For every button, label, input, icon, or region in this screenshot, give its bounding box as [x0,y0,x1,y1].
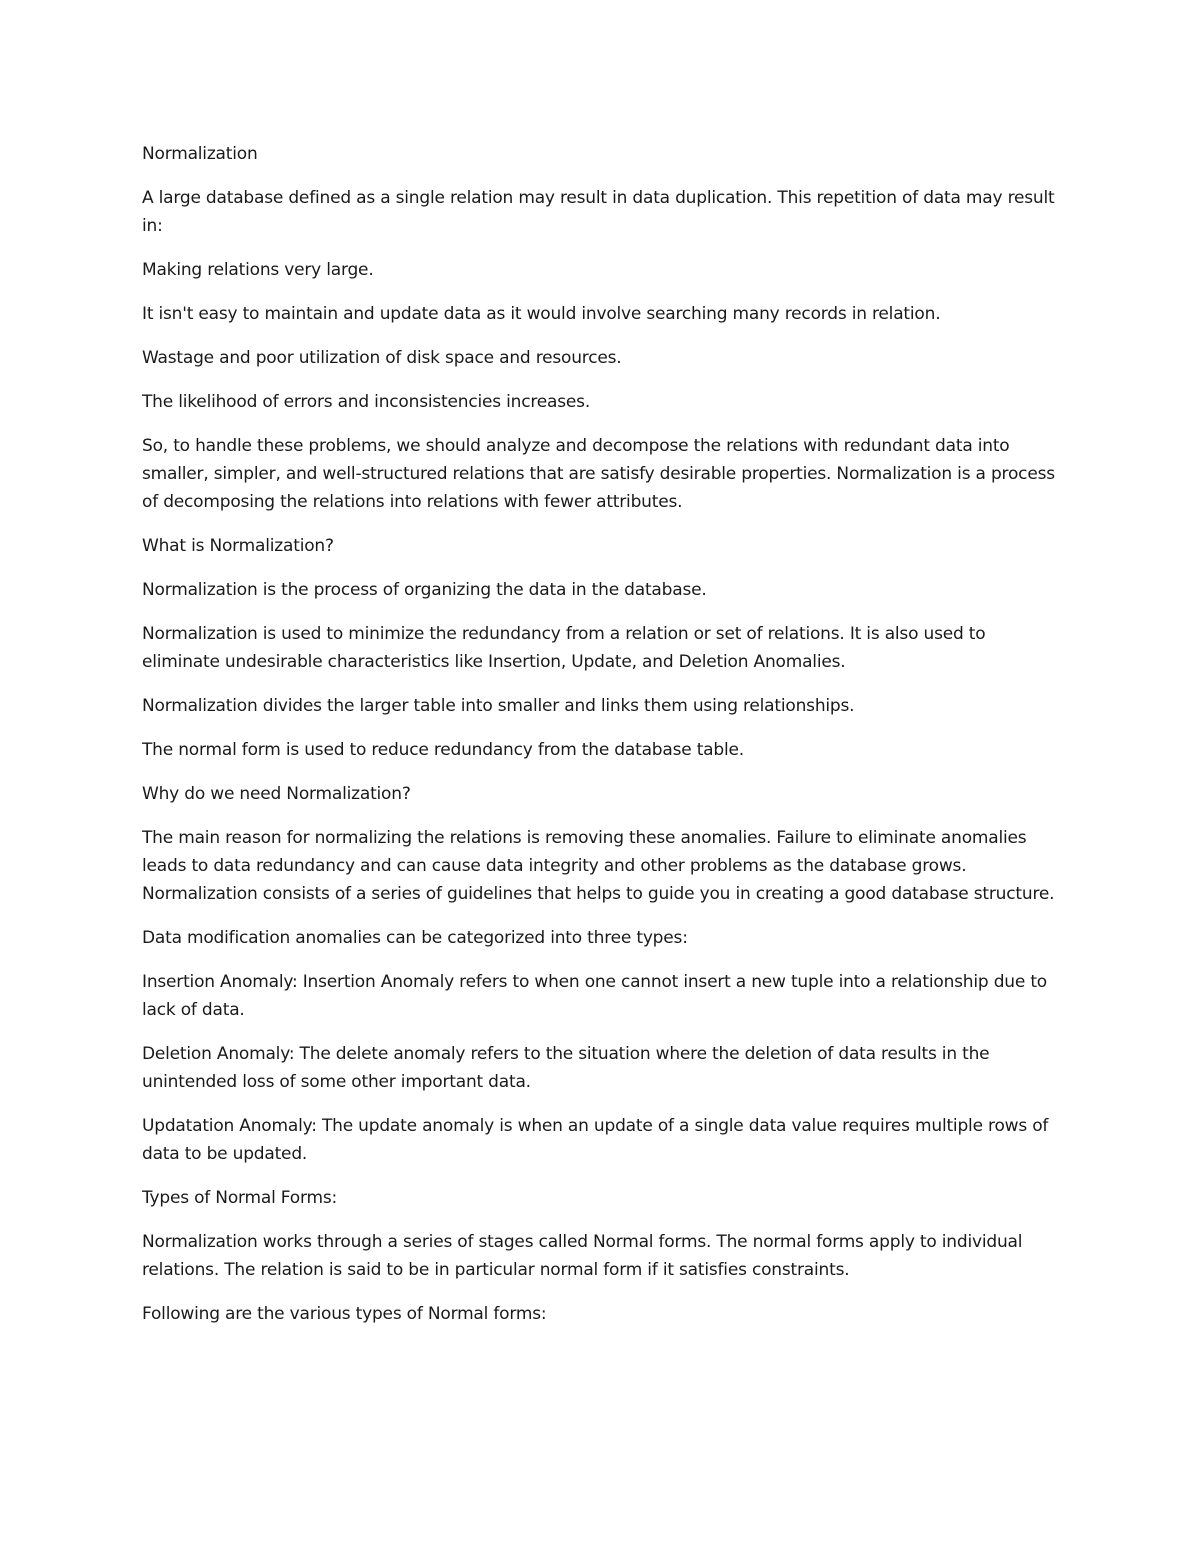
document-title: Normalization [142,144,258,164]
paragraph: Updatation Anomaly: The update anomaly is when an update of a single data value requires multiple rows of data to be updated. [142,1116,1049,1164]
paragraph: The main reason for normalizing the relations is removing these anomalies. Failure to eliminate anomalies leads to data redundancy and can cause data integrity and other problems as the database grows. Normalization consists of a series of guidelines that helps to guide you in creating a good database structure. [142,828,1055,904]
section-heading: Types of Normal Forms: [142,1188,338,1208]
section-heading: Why do we need Normalization? [142,784,411,804]
paragraph: The normal form is used to reduce redundancy from the database table. [142,740,744,760]
paragraph: Wastage and poor utilization of disk space and resources. [142,348,622,368]
section-heading: What is Normalization? [142,536,334,556]
paragraph: Deletion Anomaly: The delete anomaly refers to the situation where the deletion of data results in the unintended loss of some other important data. [142,1044,990,1092]
paragraph: Normalization divides the larger table into smaller and links them using relationships. [142,696,855,716]
document-body [142,140,1062,1344]
paragraph: Normalization is the process of organizing the data in the database. [142,580,707,600]
paragraph: A large database defined as a single relation may result in data duplication. This repetition of data may result in: [142,188,1055,236]
paragraph: Data modification anomalies can be categorized into three types: [142,928,688,948]
paragraph: So, to handle these problems, we should analyze and decompose the relations with redundant data into smaller, simpler, and well-structured relations that are satisfy desirable properties. Normalization is a process of decomposing the relations into relations with fewer attributes. [142,436,1055,512]
paragraph: Normalization is used to minimize the redundancy from a relation or set of relations. It is also used to eliminate undesirable characteristics like Insertion, Update, and Deletion Anomalies. [142,624,986,672]
paragraph: Following are the various types of Normal forms: [142,1304,547,1324]
paragraph: Normalization works through a series of stages called Normal forms. The normal forms apply to individual relations. The relation is said to be in particular normal form if it satisfies constraints. [142,1232,1023,1280]
paragraph: Insertion Anomaly: Insertion Anomaly refers to when one cannot insert a new tuple into a relationship due to lack of data. [142,972,1047,1020]
paragraph: Making relations very large. [142,260,374,280]
paragraph: The likelihood of errors and inconsistencies increases. [142,392,591,412]
paragraph: It isn't easy to maintain and update data as it would involve searching many records in relation. [142,304,941,324]
